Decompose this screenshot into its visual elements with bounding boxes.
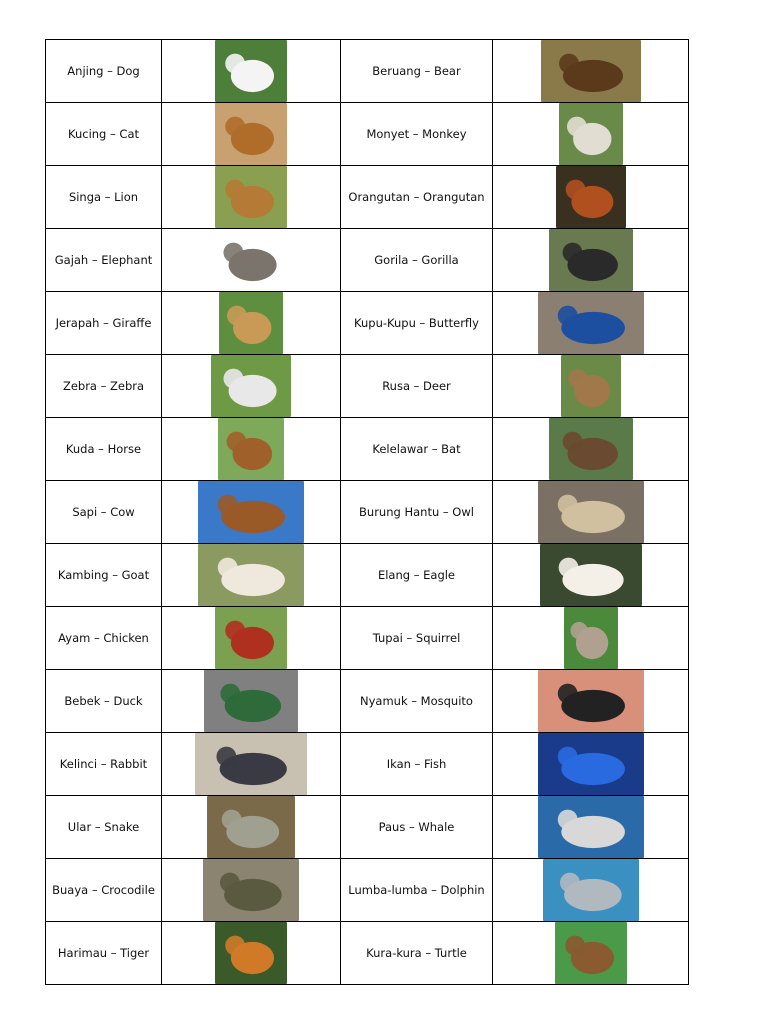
animal-name-cell xyxy=(341,670,493,733)
table-row xyxy=(46,544,689,607)
animal-name: Burung Hantu – Owl xyxy=(359,505,474,519)
animal-photo-cell xyxy=(493,670,689,733)
animal-name: Beruang – Bear xyxy=(372,64,461,78)
animal-name: Bebek – Duck xyxy=(64,694,143,708)
animal-name: Elang – Eagle xyxy=(377,568,456,582)
table-row xyxy=(46,670,689,733)
animal-photo-cell xyxy=(162,859,341,922)
animal-photo-cell xyxy=(162,796,341,859)
monkey-photo xyxy=(559,103,623,165)
animal-name-cell xyxy=(46,418,162,481)
animal-name: Lumba-lumba – Dolphin xyxy=(348,883,485,897)
animal-photo-cell xyxy=(162,607,341,670)
animal-name-cell xyxy=(46,922,162,985)
animal-name-cell xyxy=(341,355,493,418)
tiger-photo xyxy=(215,922,287,984)
animal-photo-cell xyxy=(493,229,689,292)
animal-photo-cell xyxy=(493,922,689,985)
animal-name: Nyamuk – Mosquito xyxy=(360,694,473,708)
animal-name-cell xyxy=(46,796,162,859)
duck-photo xyxy=(204,670,298,732)
animal-name-cell xyxy=(341,166,493,229)
animal-name-cell xyxy=(341,40,493,103)
animal-photo-cell xyxy=(162,733,341,796)
animal-name: Orangutan – Orangutan xyxy=(348,190,485,204)
animal-photo-cell xyxy=(162,670,341,733)
animal-name-cell xyxy=(341,544,493,607)
animal-name-cell xyxy=(46,670,162,733)
animal-name-cell xyxy=(341,607,493,670)
animal-photo-cell xyxy=(162,292,341,355)
table-row xyxy=(46,481,689,544)
bear-photo xyxy=(541,40,641,102)
animal-vocabulary-table xyxy=(45,39,689,985)
animal-name: Kelinci – Rabbit xyxy=(59,757,148,771)
animal-name: Sapi – Cow xyxy=(72,505,135,519)
animal-name-cell xyxy=(341,733,493,796)
owl-photo xyxy=(538,481,644,543)
bat-photo xyxy=(549,418,633,480)
animal-photo-cell xyxy=(493,796,689,859)
animal-photo-cell xyxy=(493,481,689,544)
animal-photo-cell xyxy=(493,733,689,796)
table-row xyxy=(46,607,689,670)
animal-photo-cell xyxy=(162,166,341,229)
animal-photo-cell xyxy=(493,607,689,670)
animal-name-cell xyxy=(46,481,162,544)
animal-name-cell xyxy=(341,292,493,355)
animal-photo-cell xyxy=(162,40,341,103)
animal-name-cell xyxy=(46,607,162,670)
animal-name-cell xyxy=(46,292,162,355)
animal-name: Harimau – Tiger xyxy=(57,946,150,960)
animal-name-cell xyxy=(46,733,162,796)
animal-name-cell xyxy=(341,859,493,922)
animal-name: Jerapah – Giraffe xyxy=(55,316,152,330)
snake-photo xyxy=(207,796,295,858)
animal-photo-cell xyxy=(493,859,689,922)
animal-name: Kura-kura – Turtle xyxy=(366,946,467,960)
animal-name: Kupu-Kupu – Butterfly xyxy=(354,316,479,330)
animal-name: Gorila – Gorilla xyxy=(374,253,459,267)
cow-photo xyxy=(198,481,304,543)
animal-name: Paus – Whale xyxy=(378,820,455,834)
table-row xyxy=(46,229,689,292)
animal-photo-cell xyxy=(162,229,341,292)
deer-photo xyxy=(561,355,621,417)
animal-name-cell xyxy=(46,166,162,229)
rabbit-photo xyxy=(195,733,307,795)
animal-photo-cell xyxy=(493,40,689,103)
animal-name: Buaya – Crocodile xyxy=(52,883,155,897)
turtle-photo xyxy=(555,922,627,984)
animal-photo-cell xyxy=(493,355,689,418)
animal-name: Kucing – Cat xyxy=(67,127,139,141)
crocodile-photo xyxy=(203,859,299,921)
butterfly-photo xyxy=(538,292,644,354)
table-body xyxy=(46,40,689,985)
table-row xyxy=(46,292,689,355)
animal-photo-cell xyxy=(162,544,341,607)
animal-name-cell xyxy=(46,40,162,103)
animal-name: Ayam – Chicken xyxy=(58,631,149,645)
animal-photo-cell xyxy=(493,166,689,229)
animal-name-cell xyxy=(341,922,493,985)
elephant-photo xyxy=(211,229,291,291)
animal-name: Kelelawar – Bat xyxy=(372,442,461,456)
animal-name-cell xyxy=(341,103,493,166)
zebra-photo xyxy=(211,355,291,417)
animal-name: Gajah – Elephant xyxy=(54,253,153,267)
table-row xyxy=(46,103,689,166)
squirrel-photo xyxy=(564,607,618,669)
goat-photo xyxy=(198,544,304,606)
animal-name: Anjing – Dog xyxy=(67,64,140,78)
table-row xyxy=(46,355,689,418)
animal-name-cell xyxy=(46,544,162,607)
horse-photo xyxy=(218,418,284,480)
animal-name: Monyet – Monkey xyxy=(366,127,467,141)
animal-name-cell xyxy=(46,355,162,418)
animal-name-cell xyxy=(341,796,493,859)
whale-photo xyxy=(538,796,644,858)
eagle-photo xyxy=(540,544,642,606)
table-row xyxy=(46,922,689,985)
gorilla-photo xyxy=(549,229,633,291)
giraffe-photo xyxy=(219,292,283,354)
animal-name: Kuda – Horse xyxy=(65,442,142,456)
cat-photo xyxy=(215,103,287,165)
table-row xyxy=(46,733,689,796)
animal-name: Singa – Lion xyxy=(68,190,139,204)
animal-photo-cell xyxy=(162,922,341,985)
animal-photo-cell xyxy=(493,103,689,166)
animal-photo-cell xyxy=(162,103,341,166)
table-row xyxy=(46,166,689,229)
animal-name-cell xyxy=(341,229,493,292)
chicken-photo xyxy=(215,607,287,669)
animal-photo-cell xyxy=(493,292,689,355)
fish-photo xyxy=(538,733,644,795)
lion-photo xyxy=(215,166,287,228)
animal-photo-cell xyxy=(493,544,689,607)
table-row xyxy=(46,40,689,103)
orangutan-photo xyxy=(556,166,626,228)
animal-photo-cell xyxy=(162,355,341,418)
animal-name-cell xyxy=(341,481,493,544)
dolphin-photo xyxy=(543,859,639,921)
animal-name-cell xyxy=(46,229,162,292)
animal-name: Kambing – Goat xyxy=(57,568,150,582)
animal-photo-cell xyxy=(162,481,341,544)
animal-name: Ikan – Fish xyxy=(386,757,447,771)
animal-name-cell xyxy=(46,103,162,166)
animal-photo-cell xyxy=(493,418,689,481)
dog-photo xyxy=(215,40,287,102)
animal-photo-cell xyxy=(162,418,341,481)
animal-name-cell xyxy=(46,859,162,922)
table-row xyxy=(46,418,689,481)
animal-name: Ular – Snake xyxy=(67,820,140,834)
animal-name-cell xyxy=(341,418,493,481)
table-row xyxy=(46,859,689,922)
animal-name: Zebra – Zebra xyxy=(62,379,145,393)
animal-name: Tupai – Squirrel xyxy=(372,631,461,645)
animal-name: Rusa – Deer xyxy=(382,379,451,393)
table-row xyxy=(46,796,689,859)
mosquito-photo xyxy=(538,670,644,732)
